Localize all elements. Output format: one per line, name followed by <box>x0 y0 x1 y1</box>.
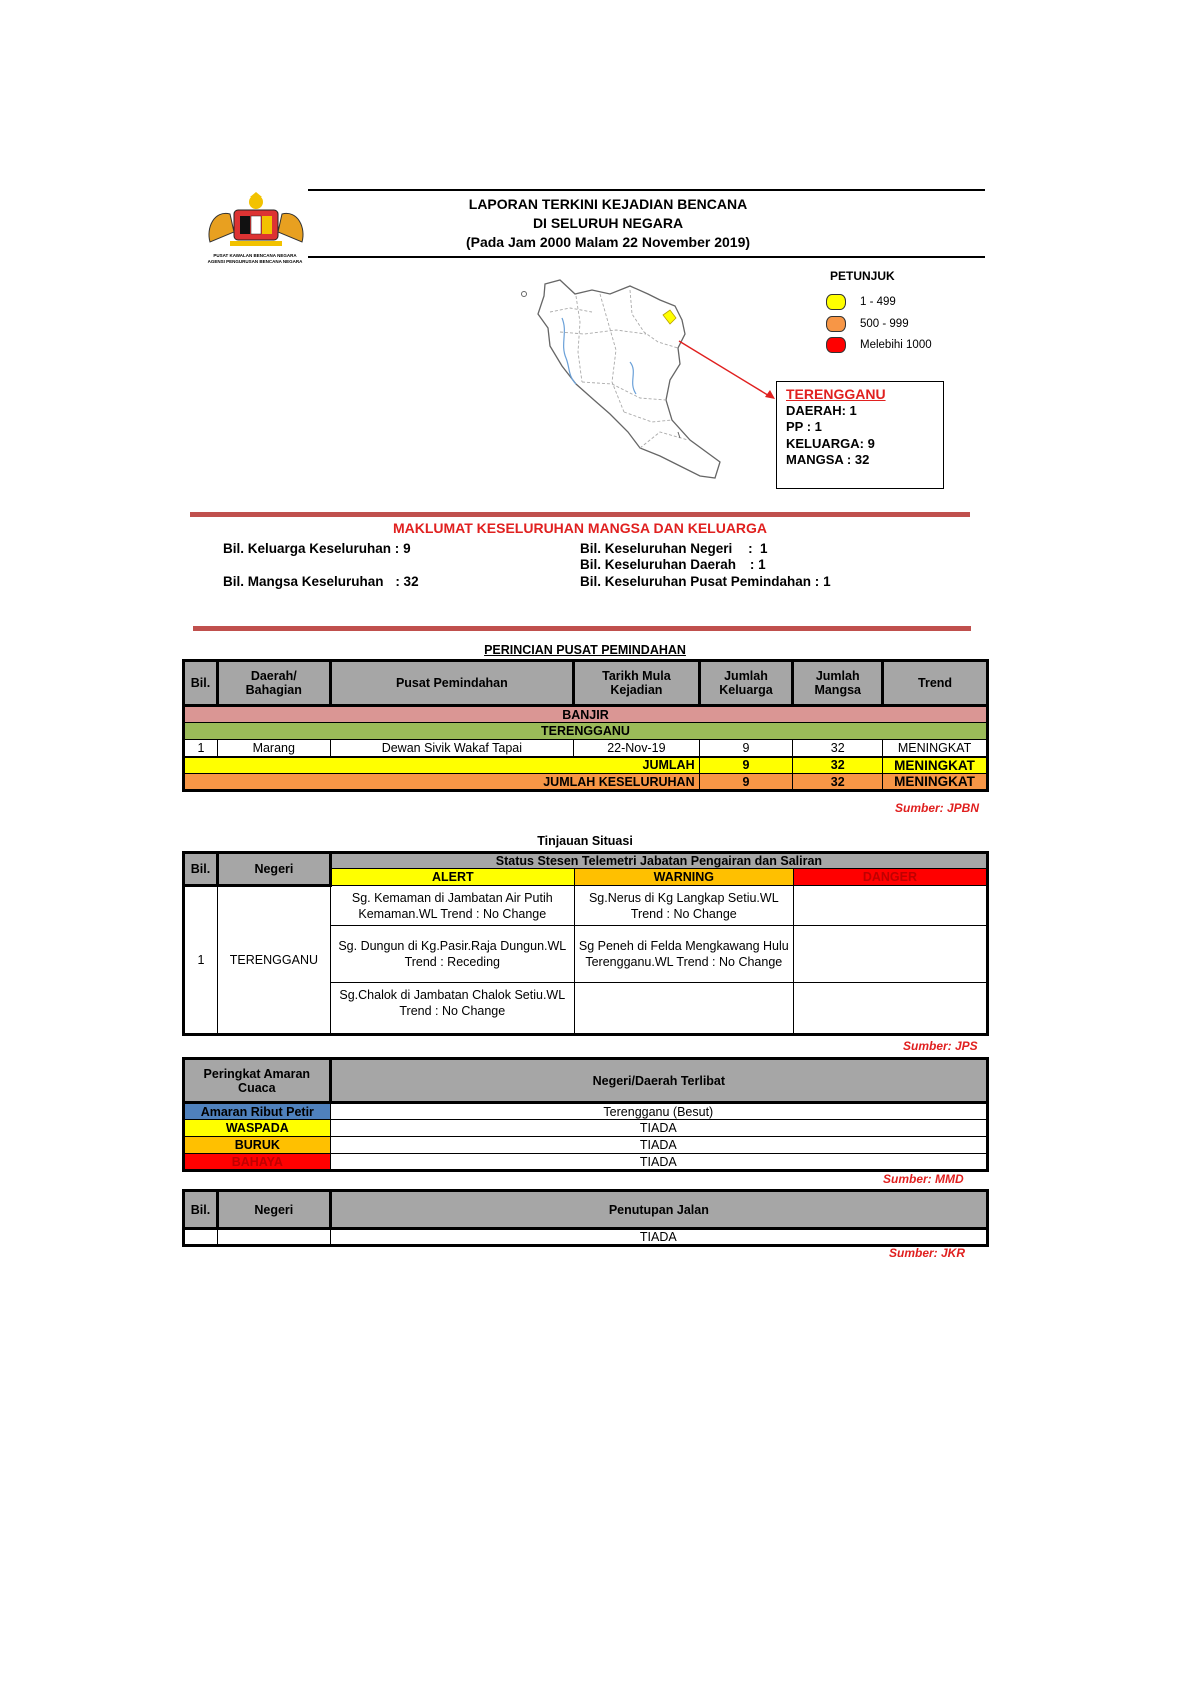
cuaca-level: BURUK <box>184 1137 331 1154</box>
jumlah-keseluruhan-row <box>184 774 988 791</box>
evac-header-row <box>184 661 988 706</box>
state-summary-box <box>776 381 944 489</box>
jumlah-row <box>184 757 988 774</box>
jumlah-keseluruhan-trend: MENINGKAT <box>883 774 988 791</box>
state-row <box>184 723 988 740</box>
row-keluarga: 9 <box>699 740 793 757</box>
cuaca-value: TIADA <box>330 1154 987 1171</box>
col-keluarga: Jumlah Keluarga <box>699 661 793 706</box>
jalan-negeri <box>217 1229 330 1246</box>
jumlah-trend: MENINGKAT <box>883 757 988 774</box>
summary-daerah <box>580 557 766 572</box>
header-rule-top <box>308 189 985 191</box>
logo-caption-line1: PUSAT KAWALAN BENCANA NEGARA <box>213 253 297 258</box>
jalan-bil <box>184 1229 218 1246</box>
warning-header: WARNING <box>574 869 793 886</box>
jumlah-keseluruhan-mangsa: 32 <box>793 774 883 791</box>
jumlah-label: JUMLAH <box>184 757 700 774</box>
situasi-title: Tinjauan Situasi <box>537 834 633 848</box>
report-title-line1: LAPORAN TERKINI KEJADIAN BENCANA <box>468 196 748 212</box>
logo-caption <box>180 253 330 265</box>
source-mmd: Sumber: MMD <box>883 1172 964 1186</box>
situasi-bil: 1 <box>184 886 218 1035</box>
summary-pp <box>580 574 831 589</box>
station-row <box>184 886 988 926</box>
situasi-col-negeri: Negeri <box>217 853 330 886</box>
situasi-header-row <box>184 853 988 869</box>
col-daerah: Daerah/ Bahagian <box>217 661 330 706</box>
source-jpbn: Sumber: JPBN <box>895 801 980 815</box>
row-pusat: Dewan Sivik Wakaf Tapai <box>330 740 574 757</box>
summary-mangsa-value: : 32 <box>395 574 419 589</box>
evac-table <box>182 659 989 792</box>
status-header: Status Stesen Telemetri Jabatan Pengairan dan Saliran <box>330 853 987 869</box>
col-mangsa: Jumlah Mangsa <box>793 661 883 706</box>
red-hexagon-icon <box>826 337 846 353</box>
legend-item <box>826 337 932 353</box>
summary-title: MAKLUMAT KESELURUHAN MANGSA DAN KELUARGA <box>392 520 768 536</box>
row-mangsa: 32 <box>793 740 883 757</box>
cuaca-row <box>184 1137 988 1154</box>
row-daerah: Marang <box>217 740 330 757</box>
jalan-value: TIADA <box>330 1229 987 1246</box>
situasi-col-bil: Bil. <box>184 853 218 886</box>
row-trend: MENINGKAT <box>883 740 988 757</box>
row-tarikh: 22-Nov-19 <box>574 740 699 757</box>
cuaca-value: TIADA <box>330 1120 987 1137</box>
yellow-hexagon-icon <box>826 294 846 310</box>
jumlah-keluarga: 9 <box>699 757 793 774</box>
cuaca-value: Terengganu (Besut) <box>330 1103 987 1120</box>
summary-pp-label: Bil. Keseluruhan Pusat Pemindahan : <box>580 574 820 589</box>
jalan-header-row <box>184 1191 988 1229</box>
state-pp: PP : 1 <box>786 419 822 434</box>
report-title-line3: (Pada Jam 2000 Malam 22 November 2019) <box>465 234 751 250</box>
col-tarikh: Tarikh Mula Kejadian <box>574 661 699 706</box>
report-title-line2: DI SELURUH NEGARA <box>532 215 684 231</box>
alert-station: Sg.Chalok di Jambatan Chalok Setiu.WL Trend : No Change <box>330 983 574 1035</box>
state-mangsa: MANGSA : 32 <box>786 452 870 467</box>
summary-keluarga-value: 9 <box>403 541 411 556</box>
warning-station <box>574 983 793 1035</box>
state-name: TERENGGANU <box>786 386 886 402</box>
logo-caption-line2: AGENSI PENGURUSAN BENCANA NEGARA <box>207 259 303 264</box>
divider-bar <box>190 512 970 517</box>
summary-keluarga-label: Bil. Keluarga Keseluruhan : <box>223 541 400 556</box>
cuaca-col-area: Negeri/Daerah Terlibat <box>330 1059 987 1103</box>
situasi-table <box>182 851 989 1036</box>
summary-negeri-label: Bil. Keseluruhan Negeri <box>580 541 733 556</box>
cuaca-level: BAHAYA <box>184 1154 331 1171</box>
danger-station <box>793 983 987 1035</box>
alert-header: ALERT <box>330 869 574 886</box>
cuaca-table <box>182 1057 989 1172</box>
alert-station: Sg. Kemaman di Jambatan Air Putih Kemaman.WL Trend : No Change <box>330 886 574 926</box>
jumlah-keseluruhan-label: JUMLAH KESELURUHAN <box>184 774 700 791</box>
cuaca-row <box>184 1154 988 1171</box>
row-bil: 1 <box>184 740 218 757</box>
legend-item <box>826 294 896 310</box>
summary-pp-value: 1 <box>823 574 831 589</box>
source-jps: Sumber: JPS <box>903 1039 978 1053</box>
jalan-table <box>182 1189 989 1247</box>
col-pusat: Pusat Pemindahan <box>330 661 574 706</box>
summary-keluarga <box>223 541 411 556</box>
alert-station: Sg. Dungun di Kg.Pasir.Raja Dungun.WL Trend : Receding <box>330 926 574 983</box>
warning-station: Sg.Nerus di Kg Langkap Setiu.WL Trend : No Change <box>574 886 793 926</box>
danger-station <box>793 886 987 926</box>
jalan-col-bil: Bil. <box>184 1191 218 1229</box>
legend-title: PETUNJUK <box>830 269 895 283</box>
state-daerah: DAERAH: 1 <box>786 402 857 418</box>
col-bil: Bil. <box>184 661 218 706</box>
orange-hexagon-icon <box>826 316 846 332</box>
danger-station <box>793 926 987 983</box>
situasi-negeri: TERENGGANU <box>217 886 330 1035</box>
table-row <box>184 740 988 757</box>
jalan-col-negeri: Negeri <box>217 1191 330 1229</box>
cuaca-level: Amaran Ribut Petir <box>184 1103 331 1120</box>
state-keluarga: KELUARGA: 9 <box>786 435 875 451</box>
pointer-arrow <box>677 339 777 406</box>
legend-label: 1 - 499 <box>860 296 896 308</box>
summary-negeri-value: : 1 <box>748 541 768 556</box>
evac-state: TERENGGANU <box>184 723 988 740</box>
coat-of-arms-logo <box>200 192 312 262</box>
summary-mangsa <box>223 574 419 589</box>
cuaca-row <box>184 1120 988 1137</box>
disaster-type: BANJIR <box>184 706 988 723</box>
summary-daerah-value: : 1 <box>749 557 766 572</box>
danger-header: DANGER <box>793 869 987 886</box>
col-trend: Trend <box>883 661 988 706</box>
jalan-col-penutupan: Penutupan Jalan <box>330 1191 987 1229</box>
jalan-row <box>184 1229 988 1246</box>
source-jkr: Sumber: JKR <box>889 1246 966 1260</box>
cuaca-row <box>184 1103 988 1120</box>
summary-negeri <box>580 541 768 556</box>
jumlah-keseluruhan-keluarga: 9 <box>699 774 793 791</box>
cuaca-col-level: Peringkat Amaran Cuaca <box>184 1059 331 1103</box>
cuaca-level: WASPADA <box>184 1120 331 1137</box>
divider-bar <box>193 626 971 631</box>
summary-mangsa-label: Bil. Mangsa Keseluruhan <box>223 574 384 589</box>
cuaca-header-row <box>184 1059 988 1103</box>
disaster-row <box>184 706 988 723</box>
cuaca-value: TIADA <box>330 1137 987 1154</box>
warning-station: Sg Peneh di Felda Mengkawang Hulu Terengganu.WL Trend : No Change <box>574 926 793 983</box>
legend-item <box>826 316 909 332</box>
legend-label: 500 - 999 <box>860 318 909 330</box>
jumlah-mangsa: 32 <box>793 757 883 774</box>
evac-table-title: PERINCIAN PUSAT PEMINDAHAN <box>484 643 686 657</box>
summary-daerah-label: Bil. Keseluruhan Daerah <box>580 557 737 572</box>
header-rule-bottom <box>308 256 985 258</box>
legend-label: Melebihi 1000 <box>860 339 932 351</box>
